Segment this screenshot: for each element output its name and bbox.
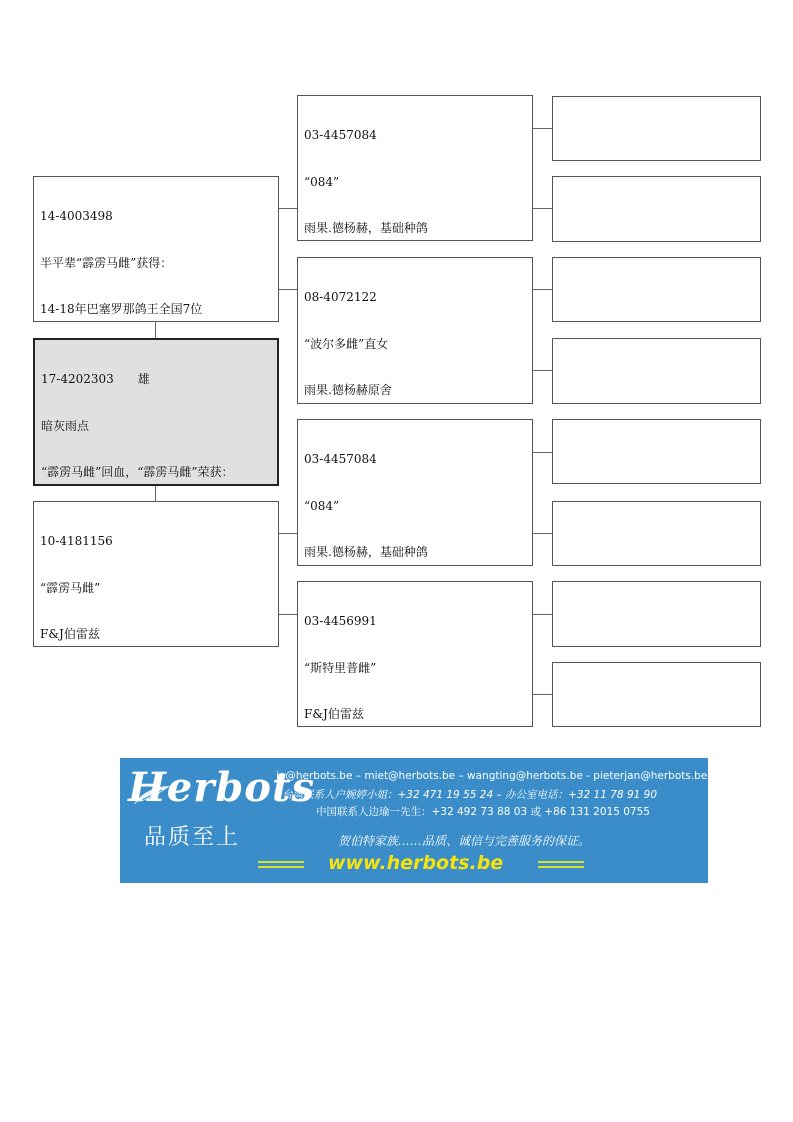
subject-line-3: “霹雳马雌”回血，“霹雳马雌”荣获：	[41, 465, 234, 479]
herbots-logo: Herbots	[128, 764, 315, 811]
sire-dam-line-1: 08-4072122	[304, 290, 377, 304]
dam-line-2: “霹雳马雌”	[40, 580, 101, 595]
connector-gen3-2	[532, 208, 553, 209]
connector-sire	[278, 208, 298, 209]
connector-sire-b	[278, 289, 298, 290]
dam-box	[33, 501, 279, 647]
sire-dam-line-2: “波尔多雌”直女	[304, 336, 389, 351]
website-link[interactable]: www.herbots.be	[328, 852, 504, 874]
gen3-box-7	[552, 581, 761, 647]
connector-gen3-8	[532, 694, 553, 695]
gen3-box-3	[552, 257, 761, 322]
sire-sire-line-3: 雨果.德杨赫，基础种鸽	[304, 221, 428, 235]
gen3-box-5	[552, 419, 761, 484]
sire-sire-box	[297, 95, 533, 241]
dam-sire-box	[297, 419, 533, 566]
decor-line-left-2	[258, 866, 304, 868]
taiwan-contact: 台湾联系人户婉婷小姐：+32 471 19 55 24 – 办公室电话：+32 11 78 91 90	[282, 789, 658, 801]
connector-gen3-1	[532, 128, 553, 129]
connector-gen3-7	[532, 614, 553, 615]
dam-line-1: 10-4181156	[40, 534, 113, 548]
connector-subject-dam	[155, 485, 156, 501]
dam-dam-box	[297, 581, 533, 727]
dam-dam-line-3: F&J伯雷兹	[304, 707, 364, 721]
subject-line-1: 17-4202303 雄	[41, 372, 150, 386]
connector-dam-b	[278, 614, 298, 615]
herbots-banner	[120, 758, 708, 883]
sire-line-2: 半平辈“霹雳马雌”获得：	[40, 255, 173, 270]
dam-sire-line-2: “084”	[304, 498, 340, 513]
dam-line-3: F&J伯雷兹	[40, 627, 100, 641]
sire-sire-line-2: “084”	[304, 174, 340, 189]
decor-line-right-2	[538, 866, 584, 868]
sire-line-3: 14-18年巴塞罗那鸽王全国7位	[40, 302, 203, 316]
sire-dam-box	[297, 257, 533, 404]
sire-box	[33, 176, 279, 322]
china-contact: 中国联系人边瑜一先生：+32 492 73 88 03 或 +86 131 2015 0755	[316, 806, 650, 818]
gen3-box-2	[552, 176, 761, 242]
contact-emails[interactable]: jo@herbots.be – miet@herbots.be – wangting@herbots.be - pieterjan@herbots.be	[276, 770, 708, 782]
connector-gen3-4	[532, 370, 553, 371]
connector-dam	[278, 533, 298, 534]
connector-gen3-3	[532, 289, 553, 290]
dam-sire-line-1: 03-4457084	[304, 452, 377, 466]
connector-gen3-6	[532, 533, 553, 534]
dam-sire-line-3: 雨果.德杨赫，基础种鸽	[304, 545, 428, 559]
subject-box	[33, 338, 279, 486]
connector-gen3-5	[532, 452, 553, 453]
subject-line-2: 暗灰雨点	[41, 418, 90, 433]
gen3-box-1	[552, 96, 761, 161]
sire-dam-line-3: 雨果.德杨赫原舍	[304, 383, 392, 397]
gen3-box-6	[552, 501, 761, 566]
gen3-box-8	[552, 662, 761, 727]
dam-dam-line-1: 03-4456991	[304, 614, 377, 628]
connector-subject-sire	[155, 321, 156, 338]
sire-line-1: 14-4003498	[40, 209, 113, 223]
gen3-box-4	[552, 338, 761, 404]
sire-sire-line-1: 03-4457084	[304, 128, 377, 142]
dam-dam-line-2: “斯特里普雌”	[304, 660, 377, 675]
decor-line-left	[258, 861, 304, 863]
guarantee-text: 贺伯特家族……品质、诚信与完善服务的保证。	[338, 834, 591, 848]
slogan: 品质至上	[144, 825, 241, 850]
decor-line-right	[538, 861, 584, 863]
